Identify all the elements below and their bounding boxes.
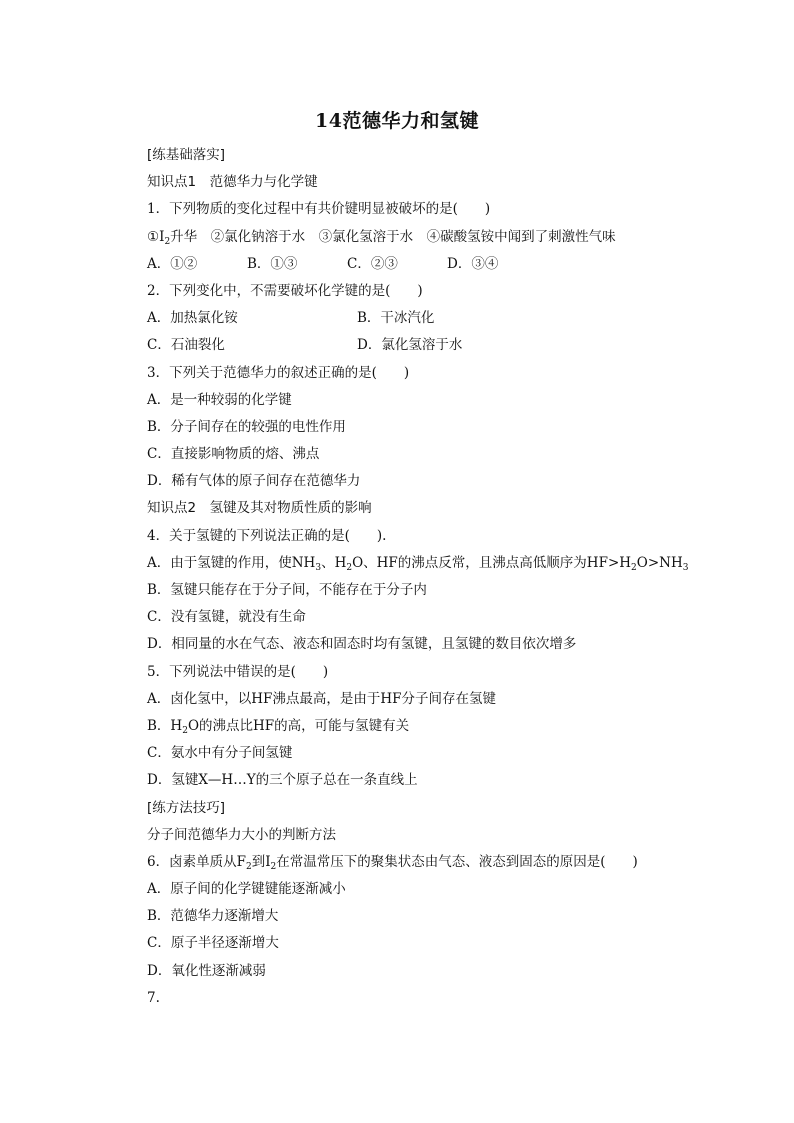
- q4-stem: 4．关于氢键的下列说法正确的是( ).: [147, 527, 387, 544]
- q2-option-d: D．氯化氢溶于水: [357, 337, 463, 354]
- knowledge-point-2: 知识点2 氢键及其对物质性质的影响: [147, 500, 372, 517]
- q3-option-d: D．稀有气体的原子间存在范德华力: [147, 473, 361, 490]
- section-method: [练方法技巧]: [147, 799, 226, 816]
- q6-stem: 6．卤素单质从$F_2$到$I_2$在常温常压下的聚集状态由气态、液态到固态的原因是( ): [147, 853, 638, 872]
- q3-stem: 3．下列关于范德华力的叙述正确的是( ): [147, 364, 410, 381]
- document-body: [147, 142, 707, 1012]
- q2-option-a: A．加热氯化铵: [147, 310, 238, 327]
- q4-option-d: D．相同量的水在气态、液态和固态时均有氢键，且氢键的数目依次增多: [147, 636, 577, 653]
- page-title: 14范德华力和氢键: [315, 110, 479, 132]
- q5-option-d: D．氢键X—H…Y的三个原子总在一条直线上: [147, 772, 418, 789]
- q1-stem: 1．下列物质的变化过程中有共价键明显被破坏的是( ): [147, 201, 491, 218]
- q3-option-a: A．是一种较弱的化学键: [147, 391, 292, 408]
- knowledge-point-1: 知识点1 范德华力与化学键: [147, 174, 318, 191]
- method-title: 分子间范德华力大小的判断方法: [147, 826, 336, 843]
- q1-option-a: A．①②: [147, 255, 198, 272]
- q7-stem: 7.: [147, 989, 160, 1006]
- q5-option-a: A．卤化氢中，以HF沸点最高，是由于HF分子间存在氢键: [147, 690, 497, 707]
- q3-option-c: C．直接影响物质的熔、沸点: [147, 446, 320, 463]
- q4-option-b: B．氢键只能存在于分子间，不能存在于分子内: [147, 582, 427, 598]
- q2-option-b: B．干冰汽化: [357, 310, 435, 327]
- q2-options-row2: [147, 332, 707, 359]
- q1-option-d: D．③④: [447, 255, 499, 272]
- q4-option-a: A．由于氢键的作用，使$NH_3$、$H_2O$、HF的沸点反常，且沸点高低顺序为$HF>H_2O>NH_3$: [147, 554, 689, 573]
- q6-option-b: B．范德华力逐渐增大: [147, 908, 279, 925]
- q1-option-b: B．①③: [247, 255, 298, 272]
- q4-option-c: C．没有氢键，就没有生命: [147, 609, 306, 626]
- q5-option-b: B．$H_2O$的沸点比HF的高，可能与氢键有关: [147, 717, 410, 736]
- q6-option-d: D．氧化性逐渐减弱: [147, 962, 266, 979]
- q6-option-c: C．原子半径逐渐增大: [147, 935, 279, 952]
- q6-option-a: A．原子间的化学键键能逐渐减小: [147, 881, 346, 898]
- q2-options-row1: [147, 305, 707, 332]
- q1-option-c: C．②③: [347, 255, 398, 272]
- q1-items: $①I_2$升华 ②氯化钠溶于水 ③氯化氢溶于水 ④碳酸氢铵中闻到了刺激性气味: [147, 228, 616, 247]
- q5-stem: 5．下列说法中错误的是( ): [147, 663, 329, 680]
- q5-option-c: C．氨水中有分子间氢键: [147, 745, 293, 762]
- q2-stem: 2．下列变化中，不需要破坏化学键的是( ): [147, 282, 423, 299]
- section-basic: [练基础落实]: [147, 147, 226, 163]
- q1-options: [147, 251, 707, 278]
- q3-option-b: B．分子间存在的较强的电性作用: [147, 418, 346, 435]
- q2-option-c: C．石油裂化: [147, 337, 225, 354]
